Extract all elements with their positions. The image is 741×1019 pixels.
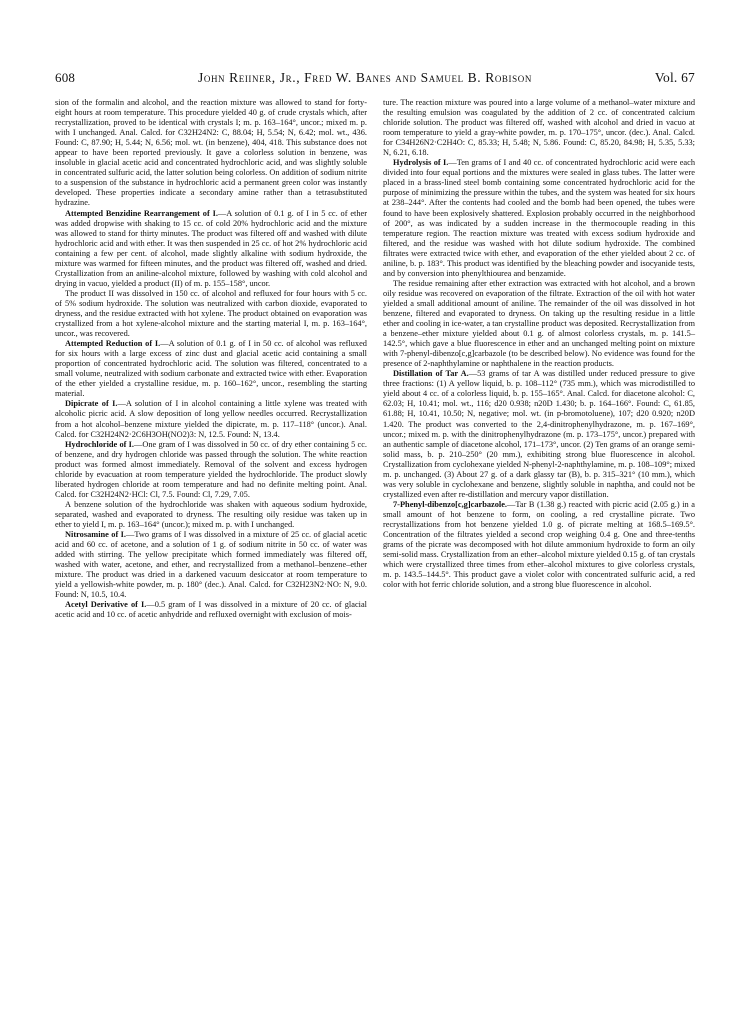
paragraph [383,279,695,369]
paragraph [383,158,695,279]
paragraph [55,500,367,530]
volume-label: Vol. 67 [654,70,695,85]
paragraph-text: —One gram of I was dissolved in 50 cc. of dry ether containing 5 cc. of benzene, and dry hydrogen chloride was passed through the solution. The white reaction product was formed almost immediately. Removal of the solvent and excess hydrogen chloride by evacuation at room temperature yielded the hydrochloride. The product slowly liberated hydrogen chloride at room temperature and had no definite melting point. Anal. Calcd. for C32H24N2·HCl: Cl, 7.5. Found: Cl, 7.29, 7.05. [55,439,367,499]
paragraph-heading: Attempted Reduction of I. [65,339,161,349]
paragraph-text: —0.5 gram of I was dissolved in a mixture of 20 cc. of glacial acetic acid and 10 cc. of acetic anhydride and refluxed overnight with exclusion of mois- [55,600,367,620]
paragraph-heading: Acetyl Derivative of I. [65,600,147,610]
right-column [383,98,695,620]
paragraph-heading: Hydrolysis of I. [393,158,449,168]
paragraph-text: The product II was dissolved in 150 cc. of alcohol and refluxed for four hours with 5 cc. of 5% sodium hydroxide. The solution was neutralized with carbon dioxide, evaporated to dryness, and the residue extracted with hot xylene. The product obtained on evaporation was crystallized from a hot xylene-alcohol mixture and the starting material I, m. p. 163–164°, uncor., was recovered. [55,288,367,339]
paragraph [55,530,367,600]
paragraph-heading: Attempted Benzidine Rearrangement of I. [65,208,218,218]
paragraph-text: —A solution of 0.1 g. of I in 50 cc. of alcohol was refluxed for six hours with a large excess of zinc dust and glacial acetic acid containing a small proportion of concentrated hydrochloric acid. The solution was filtered, concentrated to a small volume, neutralized with sodium carbonate and extracted twice with ether. Evaporation of the ether yielded a crystalline residue, m. p. 160–162°, uncor., resembling the starting material. [55,339,367,399]
paragraph [55,339,367,399]
paragraph-text: —Two grams of I was dissolved in a mixture of 25 cc. of glacial acetic acid and 60 cc. of acetone, and a solution of 1 g. of sodium nitrite in 50 cc. of water was added with stirring. The yellow precipitate which formed immediately was filtered off, washed with water, acetone, and ether, and recrystallized from a methanol–benzene–ether mixture. The product was dried in a darkened vacuum desiccator at room temperature to yield a yellowish-white powder, m. p. 180° (dec.). Anal. Calcd. for C32H23N2·NO: N, 9.0. Found: N, 10.5, 10.4. [55,530,367,600]
paragraph-text: —A solution of 0.1 g. of I in 5 cc. of ether was added dropwise with shaking to 15 cc. of cold 20% hydrochloric acid and the mixture was allowed to stand for thirty minutes. The product was filtered off and washed with dilute hydrochloric acid and with ether. It was then suspended in 25 cc. of hot 2% hydrochloric acid containing a few per cent. of alcohol, made slightly alkaline with sodium hydroxide, the mixture was warmed for fifteen minutes, and the product was filtered off, washed and dried. Crystallization from an aniline-alcohol mixture, followed by washing with cold alcohol and drying in vacuo, yielded a product (II) of m. p. 155–158°, uncor. [55,208,367,288]
paragraph-heading: Hydrochloride of I. [65,439,134,449]
paragraph [383,98,695,158]
paragraph [55,289,367,339]
paragraph-text: —A solution of I in alcohol containing a little xylene was treated with alcoholic picric acid. A slow deposition of long yellow needles occurred. Recrystallization from a hot alcohol–benzene mixture yielded the dipicrate, m. p. 117–118° (uncor.). Anal. Calcd. for C32H24N2·2C6H3OH(NO2)3: N, 12.5. Found: N, 13.4. [55,399,367,439]
page-number: 608 [55,70,76,85]
paragraph [383,500,695,590]
running-header [55,70,695,86]
paragraph [55,98,367,209]
paragraph-text: ture. The reaction mixture was poured into a large volume of a methanol–water mixture and the resulting emulsion was coagulated by the addition of 2 cc. of concentrated calcium chloride solution. The product was filtered off, washed with alcohol and dried in vacuo at room temperature to yield a gray-white powder, m. p. 170–175°, uncor. (dec.). Anal. Calcd. for C34H26N2·C2H4O: C, 85.33; H, 5.48; N, 5.86. Found: C, 85.20, 84.98; H, 5.35, 5.33; N, 6.21, 6.18. [383,98,695,158]
paragraph [55,209,367,289]
paragraph [55,440,367,500]
paragraph-text: —Ten grams of I and 40 cc. of concentrated hydrochloric acid were each divided into four equal portions and the mixtures were sealed in glass tubes. The latter were placed in a brass-lined steel bomb containing some concentrated hydrochloric acid for the purpose of minimizing the pressure within the tubes, and the system was heated for six hours at 238–244°. After the contents had cooled and the bomb had been opened, the tubes were found to have been explosively shattered. Explosion probably occurred in the neighborhood of 200°, as was indicated by a sudden increase in the thermocouple reading in this temperature region. The reaction mixture was treated with excess sodium hydroxide and filtered, and the residue was washed with hot dilute sodium hydroxide. The combined filtrates were extracted twice with ether, and evaporation of the ether yielded about 2 cc. of aniline, b. p. 183°. This product was identified by the bleaching powder and isocyanide tests, and by conversion into phenylthiourea and benzamide. [383,158,695,278]
paragraph-text: A benzene solution of the hydrochloride was shaken with aqueous sodium hydroxide, separated, washed and evaporated to dryness. The resulting oily residue was taken up in ether to yield I, m. p. 163–164° (uncor.); mixed m. p. with I unchanged. [55,499,367,529]
paragraph-text: —53 grams of tar A was distilled under reduced pressure to give three fractions: (1) A yellow liquid, b. p. 108–112° (735 mm.), which was microdistilled to yield about 4 cc. of a colorless liquid, b. p. 155–165°. Anal. Calcd. for diacetone alcohol: C, 62.03; H, 10.41; mol. wt., 116; d20 0.938; n20D 1.430; b. p. 164–166°. Found: C, 61.85, 61.88; H, 10.41, 10.50; N, negative; mol. wt. (in p-bromotoluene), 107; d20 0.920; n20D 1.420. The product was converted to the 2,4-dinitrophenylhydrazone, m. p. 167–169°, uncor.; mixed m. p. with the dinitrophenylhydrazone (m. p. 173–175°, uncor.) prepared with an authentic sample of diacetone alcohol, 171–173°, uncor. (2) Ten grams of an orange semi-solid mass, b. p. 210–250° (20 mm.), exhibiting strong blue fluorescence in alcohol. Crystallization from cyclohexane yielded N-phenyl-2-naphthylamine, m. p. 108–109°; mixed m. p. unchanged. (3) About 27 g. of a dark glassy tar (B), b. p. 315–321° (10 mm.), which was very soluble in cyclohexane and benzene, slightly soluble in naphtha, and could not be crystallized even after re-distillation and mercury vapor distillation. [383,369,695,499]
author-line: John Reiiner, Jr., Fred W. Banes and Samuel B. Robison [197,70,532,85]
paragraph-heading: Distillation of Tar A. [393,369,469,379]
two-column-body [55,98,695,620]
paragraph [383,369,695,500]
paragraph-heading: Nitrosamine of I. [65,530,126,540]
left-column [55,98,367,620]
paragraph-text: The residue remaining after ether extraction was extracted with hot alcohol, and a brown oily residue was recovered on evaporation of the filtrate. Extraction of the oil with hot water yielded a small additional amount of aniline. The remainder of the oil was dissolved in hot benzene, filtered and evaporated to dryness. On taking up the resulting residue in a little ether and cooling in ice-water, a tan crystalline product was deposited. Recrystallization from a benzene–ether mixture yielded about 0.1 g. of almost colorless crystals, m. p. 141.5–142.5°, which gave a blue fluorescence in ether and an unchanged melting point on mixture with 7-phenyl-dibenzo[c,g]carbazole (to be described below). No evidence was found for the presence of 2-naphthylamine or naphthalene in the reaction products. [383,278,695,369]
paragraph-text: —Tar B (1.38 g.) reacted with picric acid (2.05 g.) in a small amount of hot benzene to form, on cooling, a red crystalline picrate. Two recrystallizations from hot benzene yielded 1.0 g. of picrate melting at 168.5–169.5°. Concentration of the filtrates yielded a second crop weighing 0.4 g. One and three-tenths grams of the picrate was decomposed with hot dilute ammonium hydroxide to form an oily semi-solid mass. Crystallization from an ether–alcohol mixture yielded 0.15 g. of tan crystals which were crystallized three times from ether–alcohol mixtures to give colorless crystals, m. p. 143.5–144.5°. This product gave a violet color with concentrated sulfuric acid, a red color with hot ferric chloride solution, and a strong blue fluorescence in alcohol. [383,499,695,590]
paragraph-heading: 7-Phenyl-dibenzo[c,g]carbazole. [393,499,508,509]
paragraph-heading: Dipicrate of I. [65,399,118,409]
paragraph [55,399,367,439]
paragraph [55,600,367,620]
paragraph-text: sion of the formalin and alcohol, and the reaction mixture was allowed to stand for forty-eight hours at room temperature. This procedure yielded 40 g. of crude crystals which, after recrystallization, proved to be identical with crystals I; m. p. 163–164°, uncor.; mixed m. p. with I unchanged. Anal. Calcd. for C32H24N2: C, 88.04; H, 5.54; N, 6.42; mol. wt., 436. Found: C, 87.90; H, 5.44; N, 6.56; mol. wt. (in benzene), 404, 418. This substance does not appear to have been reported previously. It gave a colorless solution in benzene, was insoluble in glacial acetic acid and concentrated hydrochloric acid, and was slightly soluble in concentrated sulfuric acid, the latter solution being colorless. On addition of sodium nitrite to a suspension of the substance in hydrochloric acid a permanent green color was instantly developed. These properties indicate a secondary amine rather than a tetrasubstituted hydrazine. [55,98,367,208]
